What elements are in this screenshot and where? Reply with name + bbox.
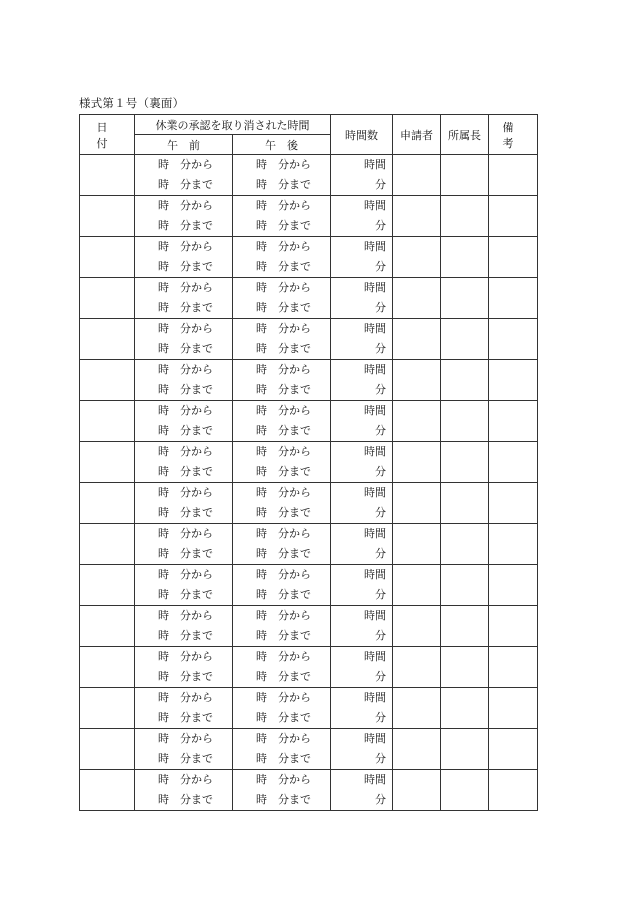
afternoon-time-cell[interactable] xyxy=(233,401,331,442)
manager-seal-cell[interactable] xyxy=(441,483,489,524)
hours-cell[interactable] xyxy=(331,237,393,278)
afternoon-time-cell[interactable] xyxy=(233,483,331,524)
minutes-unit-text: 分 xyxy=(375,260,386,273)
remarks-cell[interactable] xyxy=(489,360,538,401)
manager-seal-cell[interactable] xyxy=(441,319,489,360)
applicant-seal-cell[interactable] xyxy=(393,770,441,811)
remarks-cell[interactable] xyxy=(489,155,538,196)
table-row xyxy=(80,729,538,770)
time-until-text: 時 分まで xyxy=(158,629,213,642)
time-from-text: 時 分から xyxy=(158,609,213,622)
time-from-text: 時 分から xyxy=(158,486,213,499)
table-row xyxy=(80,770,538,811)
date-cell[interactable] xyxy=(80,483,135,524)
remarks-cell[interactable] xyxy=(489,729,538,770)
remarks-cell[interactable] xyxy=(489,319,538,360)
date-cell[interactable] xyxy=(80,196,135,237)
afternoon-time-cell[interactable] xyxy=(233,606,331,647)
morning-time-cell[interactable] xyxy=(135,647,233,688)
date-cell[interactable] xyxy=(80,360,135,401)
manager-seal-cell[interactable] xyxy=(441,770,489,811)
header-manager: 所属長 xyxy=(441,115,489,155)
hours-cell[interactable] xyxy=(331,360,393,401)
hours-unit-text: 時間 xyxy=(364,527,386,540)
time-until-text: 時 分まで xyxy=(256,424,311,437)
date-cell[interactable] xyxy=(80,319,135,360)
time-from-text: 時 分から xyxy=(256,240,311,253)
date-cell[interactable] xyxy=(80,278,135,319)
manager-seal-cell[interactable] xyxy=(441,442,489,483)
time-from-text: 時 分から xyxy=(158,404,213,417)
time-from-text: 時 分から xyxy=(158,240,213,253)
hours-unit-text: 時間 xyxy=(364,363,386,376)
header-date: 日 付 xyxy=(80,115,135,155)
hours-unit-text: 時間 xyxy=(364,158,386,171)
time-until-text: 時 分まで xyxy=(158,178,213,191)
remarks-cell[interactable] xyxy=(489,524,538,565)
time-from-text: 時 分から xyxy=(256,609,311,622)
time-until-text: 時 分まで xyxy=(158,260,213,273)
time-until-text: 時 分まで xyxy=(256,178,311,191)
time-from-text: 時 分から xyxy=(256,322,311,335)
applicant-seal-cell[interactable] xyxy=(393,688,441,729)
time-from-text: 時 分から xyxy=(256,158,311,171)
afternoon-time-cell[interactable] xyxy=(233,647,331,688)
manager-seal-cell[interactable] xyxy=(441,565,489,606)
hours-cell[interactable] xyxy=(331,319,393,360)
time-from-text: 時 分から xyxy=(158,445,213,458)
form-title: 様式第１号（裏面） xyxy=(79,96,185,110)
minutes-unit-text: 分 xyxy=(375,711,386,724)
time-until-text: 時 分まで xyxy=(256,547,311,560)
time-until-text: 時 分まで xyxy=(256,588,311,601)
minutes-unit-text: 分 xyxy=(375,506,386,519)
hours-unit-text: 時間 xyxy=(364,281,386,294)
morning-time-cell[interactable] xyxy=(135,524,233,565)
time-from-text: 時 分から xyxy=(256,691,311,704)
time-until-text: 時 分まで xyxy=(256,465,311,478)
hours-unit-text: 時間 xyxy=(364,691,386,704)
morning-time-cell[interactable] xyxy=(135,319,233,360)
time-until-text: 時 分まで xyxy=(256,219,311,232)
header-afternoon: 午 後 xyxy=(233,135,331,155)
time-until-text: 時 分まで xyxy=(158,383,213,396)
time-until-text: 時 分まで xyxy=(256,629,311,642)
time-until-text: 時 分まで xyxy=(158,793,213,806)
time-from-text: 時 分から xyxy=(256,199,311,212)
hours-unit-text: 時間 xyxy=(364,445,386,458)
header-remarks: 備 考 xyxy=(489,115,538,155)
applicant-seal-cell[interactable] xyxy=(393,196,441,237)
applicant-seal-cell[interactable] xyxy=(393,647,441,688)
applicant-seal-cell[interactable] xyxy=(393,565,441,606)
minutes-unit-text: 分 xyxy=(375,178,386,191)
time-from-text: 時 分から xyxy=(158,691,213,704)
time-until-text: 時 分まで xyxy=(158,547,213,560)
table-row xyxy=(80,606,538,647)
remarks-cell[interactable] xyxy=(489,606,538,647)
applicant-seal-cell[interactable] xyxy=(393,278,441,319)
minutes-unit-text: 分 xyxy=(375,752,386,765)
hours-cell[interactable] xyxy=(331,688,393,729)
minutes-unit-text: 分 xyxy=(375,219,386,232)
time-from-text: 時 分から xyxy=(158,322,213,335)
manager-seal-cell[interactable] xyxy=(441,729,489,770)
remarks-cell[interactable] xyxy=(489,442,538,483)
applicant-seal-cell[interactable] xyxy=(393,237,441,278)
afternoon-time-cell[interactable] xyxy=(233,688,331,729)
table-row xyxy=(80,237,538,278)
date-cell[interactable] xyxy=(80,237,135,278)
hours-unit-text: 時間 xyxy=(364,404,386,417)
table-row xyxy=(80,524,538,565)
hours-unit-text: 時間 xyxy=(364,609,386,622)
time-until-text: 時 分まで xyxy=(158,424,213,437)
manager-seal-cell[interactable] xyxy=(441,278,489,319)
manager-seal-cell[interactable] xyxy=(441,606,489,647)
afternoon-time-cell[interactable] xyxy=(233,565,331,606)
morning-time-cell[interactable] xyxy=(135,360,233,401)
morning-time-cell[interactable] xyxy=(135,237,233,278)
time-until-text: 時 分まで xyxy=(158,588,213,601)
morning-time-cell[interactable] xyxy=(135,729,233,770)
date-cell[interactable] xyxy=(80,647,135,688)
manager-seal-cell[interactable] xyxy=(441,196,489,237)
hours-cell[interactable] xyxy=(331,196,393,237)
header-cancelled-time: 休業の承認を取り消された時間 xyxy=(135,115,331,135)
hours-cell[interactable] xyxy=(331,524,393,565)
table-row xyxy=(80,688,538,729)
morning-time-cell[interactable] xyxy=(135,606,233,647)
remarks-cell[interactable] xyxy=(489,278,538,319)
time-from-text: 時 分から xyxy=(158,281,213,294)
applicant-seal-cell[interactable] xyxy=(393,729,441,770)
time-until-text: 時 分まで xyxy=(158,301,213,314)
afternoon-time-cell[interactable] xyxy=(233,319,331,360)
table-row xyxy=(80,155,538,196)
applicant-seal-cell[interactable] xyxy=(393,524,441,565)
applicant-seal-cell[interactable] xyxy=(393,155,441,196)
remarks-cell[interactable] xyxy=(489,688,538,729)
date-cell[interactable] xyxy=(80,729,135,770)
remarks-cell[interactable] xyxy=(489,647,538,688)
table-row xyxy=(80,647,538,688)
hours-unit-text: 時間 xyxy=(364,486,386,499)
hours-unit-text: 時間 xyxy=(364,568,386,581)
table-row xyxy=(80,360,538,401)
time-from-text: 時 分から xyxy=(158,773,213,786)
minutes-unit-text: 分 xyxy=(375,342,386,355)
time-until-text: 時 分まで xyxy=(256,383,311,396)
table-row xyxy=(80,401,538,442)
time-from-text: 時 分から xyxy=(256,281,311,294)
time-from-text: 時 分から xyxy=(158,568,213,581)
afternoon-time-cell[interactable] xyxy=(233,155,331,196)
afternoon-time-cell[interactable] xyxy=(233,729,331,770)
minutes-unit-text: 分 xyxy=(375,793,386,806)
time-from-text: 時 分から xyxy=(158,527,213,540)
hours-cell[interactable] xyxy=(331,483,393,524)
morning-time-cell[interactable] xyxy=(135,565,233,606)
time-from-text: 時 分から xyxy=(256,445,311,458)
applicant-seal-cell[interactable] xyxy=(393,360,441,401)
morning-time-cell[interactable] xyxy=(135,442,233,483)
applicant-seal-cell[interactable] xyxy=(393,483,441,524)
time-until-text: 時 分まで xyxy=(158,465,213,478)
time-from-text: 時 分から xyxy=(256,404,311,417)
time-until-text: 時 分まで xyxy=(158,711,213,724)
time-until-text: 時 分まで xyxy=(158,752,213,765)
time-until-text: 時 分まで xyxy=(158,506,213,519)
time-from-text: 時 分から xyxy=(256,773,311,786)
applicant-seal-cell[interactable] xyxy=(393,606,441,647)
remarks-cell[interactable] xyxy=(489,196,538,237)
time-until-text: 時 分まで xyxy=(256,260,311,273)
time-until-text: 時 分まで xyxy=(158,670,213,683)
manager-seal-cell[interactable] xyxy=(441,647,489,688)
header-row-1 xyxy=(80,115,538,135)
hours-cell[interactable] xyxy=(331,770,393,811)
table-row xyxy=(80,483,538,524)
date-cell[interactable] xyxy=(80,565,135,606)
time-until-text: 時 分まで xyxy=(256,670,311,683)
afternoon-time-cell[interactable] xyxy=(233,770,331,811)
hours-unit-text: 時間 xyxy=(364,773,386,786)
time-until-text: 時 分まで xyxy=(158,219,213,232)
morning-time-cell[interactable] xyxy=(135,401,233,442)
time-from-text: 時 分から xyxy=(256,363,311,376)
hours-cell[interactable] xyxy=(331,647,393,688)
afternoon-time-cell[interactable] xyxy=(233,237,331,278)
afternoon-time-cell[interactable] xyxy=(233,360,331,401)
hours-unit-text: 時間 xyxy=(364,650,386,663)
hours-cell[interactable] xyxy=(331,155,393,196)
header-morning: 午 前 xyxy=(135,135,233,155)
manager-seal-cell[interactable] xyxy=(441,155,489,196)
time-until-text: 時 分まで xyxy=(158,342,213,355)
remarks-cell[interactable] xyxy=(489,565,538,606)
hours-unit-text: 時間 xyxy=(364,322,386,335)
table-row xyxy=(80,319,538,360)
afternoon-time-cell[interactable] xyxy=(233,196,331,237)
hours-cell[interactable] xyxy=(331,729,393,770)
afternoon-time-cell[interactable] xyxy=(233,442,331,483)
afternoon-time-cell[interactable] xyxy=(233,278,331,319)
morning-time-cell[interactable] xyxy=(135,155,233,196)
remarks-cell[interactable] xyxy=(489,770,538,811)
manager-seal-cell[interactable] xyxy=(441,401,489,442)
minutes-unit-text: 分 xyxy=(375,670,386,683)
time-until-text: 時 分まで xyxy=(256,793,311,806)
time-from-text: 時 分から xyxy=(256,650,311,663)
cancelled-leave-table xyxy=(79,114,538,811)
time-until-text: 時 分まで xyxy=(256,342,311,355)
time-from-text: 時 分から xyxy=(158,650,213,663)
morning-time-cell[interactable] xyxy=(135,196,233,237)
time-from-text: 時 分から xyxy=(158,363,213,376)
header-hours: 時間数 xyxy=(331,115,393,155)
date-cell[interactable] xyxy=(80,524,135,565)
hours-unit-text: 時間 xyxy=(364,240,386,253)
date-cell[interactable] xyxy=(80,606,135,647)
time-until-text: 時 分まで xyxy=(256,506,311,519)
afternoon-time-cell[interactable] xyxy=(233,524,331,565)
date-cell[interactable] xyxy=(80,770,135,811)
minutes-unit-text: 分 xyxy=(375,465,386,478)
minutes-unit-text: 分 xyxy=(375,424,386,437)
hours-cell[interactable] xyxy=(331,606,393,647)
manager-seal-cell[interactable] xyxy=(441,360,489,401)
manager-seal-cell[interactable] xyxy=(441,688,489,729)
minutes-unit-text: 分 xyxy=(375,301,386,314)
time-from-text: 時 分から xyxy=(158,158,213,171)
date-cell[interactable] xyxy=(80,442,135,483)
date-cell[interactable] xyxy=(80,155,135,196)
morning-time-cell[interactable] xyxy=(135,278,233,319)
manager-seal-cell[interactable] xyxy=(441,237,489,278)
hours-cell[interactable] xyxy=(331,401,393,442)
hours-unit-text: 時間 xyxy=(364,732,386,745)
time-from-text: 時 分から xyxy=(158,199,213,212)
hours-cell[interactable] xyxy=(331,278,393,319)
hours-unit-text: 時間 xyxy=(364,199,386,212)
header-applicant: 申請者 xyxy=(393,115,441,155)
minutes-unit-text: 分 xyxy=(375,588,386,601)
morning-time-cell[interactable] xyxy=(135,688,233,729)
date-cell[interactable] xyxy=(80,688,135,729)
minutes-unit-text: 分 xyxy=(375,383,386,396)
time-until-text: 時 分まで xyxy=(256,711,311,724)
minutes-unit-text: 分 xyxy=(375,629,386,642)
time-until-text: 時 分まで xyxy=(256,301,311,314)
minutes-unit-text: 分 xyxy=(375,547,386,560)
applicant-seal-cell[interactable] xyxy=(393,401,441,442)
manager-seal-cell[interactable] xyxy=(441,524,489,565)
table-row xyxy=(80,196,538,237)
time-from-text: 時 分から xyxy=(158,732,213,745)
hours-cell[interactable] xyxy=(331,565,393,606)
time-until-text: 時 分まで xyxy=(256,752,311,765)
remarks-cell[interactable] xyxy=(489,401,538,442)
remarks-cell[interactable] xyxy=(489,237,538,278)
time-from-text: 時 分から xyxy=(256,527,311,540)
morning-time-cell[interactable] xyxy=(135,770,233,811)
applicant-seal-cell[interactable] xyxy=(393,442,441,483)
applicant-seal-cell[interactable] xyxy=(393,319,441,360)
table-row xyxy=(80,442,538,483)
morning-time-cell[interactable] xyxy=(135,483,233,524)
hours-cell[interactable] xyxy=(331,442,393,483)
time-from-text: 時 分から xyxy=(256,486,311,499)
date-cell[interactable] xyxy=(80,401,135,442)
remarks-cell[interactable] xyxy=(489,483,538,524)
time-from-text: 時 分から xyxy=(256,568,311,581)
time-from-text: 時 分から xyxy=(256,732,311,745)
table-row xyxy=(80,565,538,606)
table-row xyxy=(80,278,538,319)
